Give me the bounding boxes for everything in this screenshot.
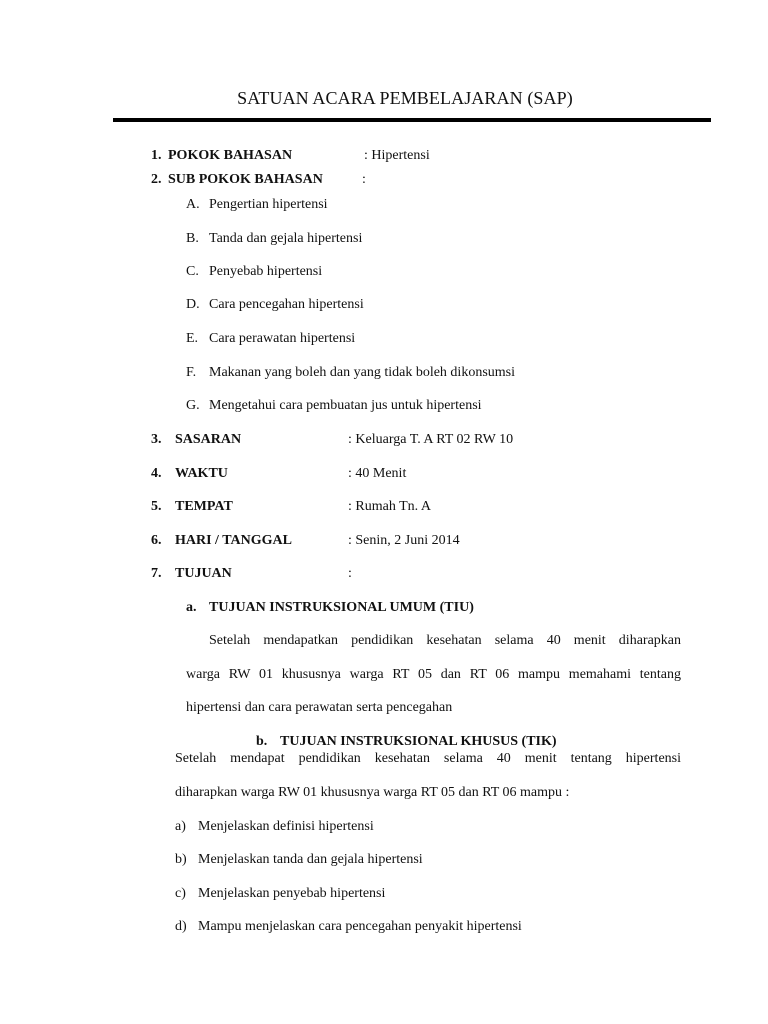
- tik-item-text: Mampu menjelaskan cara pencegahan penyakit hipertensi: [198, 919, 522, 934]
- sub-item-text: Penyebab hipertensi: [209, 264, 323, 279]
- tik-item-letter: c): [175, 886, 186, 901]
- sub-item-letter: E.: [186, 331, 199, 346]
- title-divider: [113, 118, 711, 122]
- tiu-paragraph-line: warga RW 01 khususnya warga RT 05 dan RT 06 mampu memahami tentang: [186, 667, 681, 682]
- tik-item-letter: d): [175, 919, 187, 934]
- tik-item-letter: a): [175, 819, 186, 834]
- tik-item-letter: b): [175, 852, 187, 867]
- item-number: 3.: [151, 432, 162, 447]
- sub-item-letter: A.: [186, 197, 200, 212]
- sub-item-letter: G.: [186, 398, 200, 413]
- sub-item-text: Pengertian hipertensi: [209, 197, 328, 212]
- waktu-label: WAKTU: [175, 466, 228, 481]
- tiu-heading: TUJUAN INSTRUKSIONAL UMUM (TIU): [209, 600, 474, 615]
- tiu-letter: a.: [186, 600, 197, 615]
- item-number: 7.: [151, 566, 162, 581]
- tik-paragraph-line: Setelah mendapat pendidikan kesehatan selama 40 menit tentang hipertensi: [175, 751, 681, 766]
- sub-item-letter: C.: [186, 264, 199, 279]
- tik-item-text: Menjelaskan tanda dan gejala hipertensi: [198, 852, 423, 867]
- sub-item-letter: F.: [186, 365, 197, 380]
- tik-letter: b.: [256, 734, 268, 749]
- sub-item-text: Tanda dan gejala hipertensi: [209, 231, 363, 246]
- item-number: 6.: [151, 533, 162, 548]
- sub-item-text: Makanan yang boleh dan yang tidak boleh dikonsumsi: [209, 365, 515, 380]
- sub-item-text: Cara perawatan hipertensi: [209, 331, 356, 346]
- sub-pokok-bahasan-value: :: [362, 172, 366, 187]
- item-number: 2.: [151, 172, 162, 187]
- pokok-bahasan-value: : Hipertensi: [364, 148, 430, 163]
- tempat-label: TEMPAT: [175, 499, 233, 514]
- pokok-bahasan-label: POKOK BAHASAN: [168, 148, 293, 163]
- tiu-paragraph-line: Setelah mendapatkan pendidikan kesehatan selama 40 menit diharapkan: [209, 633, 681, 648]
- tempat-value: : Rumah Tn. A: [348, 499, 431, 514]
- tujuan-label: TUJUAN: [175, 566, 232, 581]
- item-number: 4.: [151, 466, 162, 481]
- sasaran-label: SASARAN: [175, 432, 242, 447]
- tik-paragraph-line: diharapkan warga RW 01 khususnya warga RT 05 dan RT 06 mampu :: [175, 785, 570, 800]
- sasaran-value: : Keluarga T. A RT 02 RW 10: [348, 432, 514, 447]
- waktu-value: : 40 Menit: [348, 466, 407, 481]
- tujuan-value: :: [348, 566, 352, 581]
- hari-tanggal-value: : Senin, 2 Juni 2014: [348, 533, 460, 548]
- tik-item-text: Menjelaskan penyebab hipertensi: [198, 886, 386, 901]
- tiu-paragraph-line: hipertensi dan cara perawatan serta pencegahan: [186, 700, 453, 715]
- item-number: 5.: [151, 499, 162, 514]
- document-title: SATUAN ACARA PEMBELAJARAN (SAP): [237, 88, 573, 108]
- sub-item-letter: B.: [186, 231, 199, 246]
- sub-item-letter: D.: [186, 297, 200, 312]
- sub-item-text: Cara pencegahan hipertensi: [209, 297, 364, 312]
- item-number: 1.: [151, 148, 162, 163]
- tik-item-text: Menjelaskan definisi hipertensi: [198, 819, 374, 834]
- sub-item-text: Mengetahui cara pembuatan jus untuk hipertensi: [209, 398, 482, 413]
- sub-pokok-bahasan-label: SUB POKOK BAHASAN: [168, 172, 323, 187]
- hari-tanggal-label: HARI / TANGGAL: [175, 533, 292, 548]
- tik-heading: TUJUAN INSTRUKSIONAL KHUSUS (TIK): [280, 734, 557, 749]
